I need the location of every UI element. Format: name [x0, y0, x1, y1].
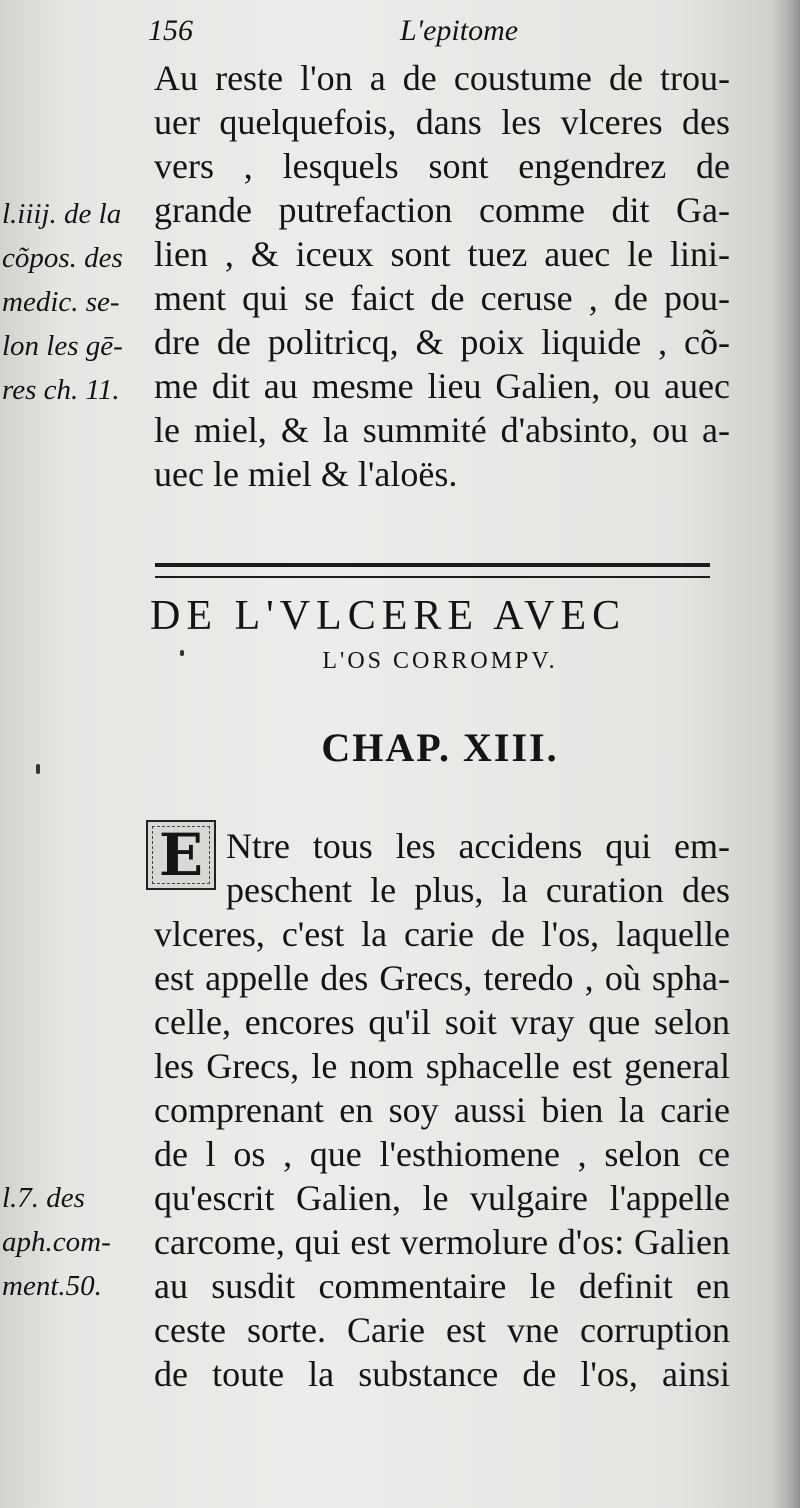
text-line: de toute la substance de l'os, ainsi	[154, 1354, 730, 1394]
text-line: vers , lesquels sont engendrez de	[154, 146, 730, 186]
text-line: qu'escrit Galien, le vulgaire l'appelle	[154, 1178, 730, 1218]
chapter-title-line-1: DE L'VLCERE AVEC	[150, 593, 627, 639]
margin-note-line: l.iiij. de la	[2, 198, 122, 230]
page-gutter-shadow	[772, 0, 800, 1508]
text-line: ceste sorte. Carie est vne corruption	[154, 1310, 730, 1350]
text-line: au susdit commentaire le definit en	[154, 1266, 730, 1306]
margin-note-line: res ch. 11.	[2, 374, 120, 406]
text-line: me dit au mesme lieu Galien, ou auec	[154, 366, 730, 406]
text-line: uer quelquefois, dans les vlceres des	[154, 102, 730, 142]
ornamental-rule	[155, 563, 710, 578]
text-line: vlceres, c'est la carie de l'os, laquelle	[154, 914, 730, 954]
text-line: dre de politricq, & poix liquide , cõ-	[154, 322, 730, 362]
margin-note-line: lon les gē-	[2, 330, 123, 362]
text-line: Au reste l'on a de coustume de trou-	[154, 58, 730, 98]
text-line: ment qui se faict de ceruse , de pou-	[154, 278, 730, 318]
text-line: peschent le plus, la curation des	[226, 870, 730, 910]
text-line: lien , & iceux sont tuez auec le lini-	[154, 234, 730, 274]
margin-note-line: ment.50.	[2, 1270, 102, 1302]
chapter-number: CHAP. XIII.	[321, 725, 559, 770]
text-line: celle, encores qu'il soit vray que selon	[154, 1002, 730, 1042]
text-line: uec le miel & l'aloës.	[154, 454, 458, 494]
text-line: le miel, & la summité d'absinto, ou a-	[154, 410, 730, 450]
margin-note-line: aph.com-	[2, 1226, 111, 1258]
text-line: grande putrefaction comme dit Ga-	[154, 190, 730, 230]
drop-cap-initial: E	[146, 820, 216, 890]
running-title: L'epitome	[400, 14, 519, 47]
ink-speck	[180, 650, 184, 656]
ink-speck	[36, 764, 40, 774]
text-line: comprenant en soy aussi bien la carie	[154, 1090, 730, 1130]
text-line: carcome, qui est vermolure d'os: Galien	[154, 1222, 730, 1262]
text-line: les Grecs, le nom sphacelle est general	[154, 1046, 730, 1086]
margin-note-line: cõpos. des	[2, 242, 123, 274]
margin-note-line: medic. se-	[2, 286, 120, 318]
text-line: est appelle des Grecs, teredo , où spha-	[154, 958, 730, 998]
page-number: 156	[148, 14, 193, 47]
margin-note-line: l.7. des	[2, 1182, 85, 1214]
chapter-title-line-2: L'OS CORROMPV.	[322, 648, 558, 674]
text-line: Ntre tous les accidens qui em-	[226, 826, 730, 866]
text-line: de l os , que l'esthiomene , selon ce	[154, 1134, 730, 1174]
